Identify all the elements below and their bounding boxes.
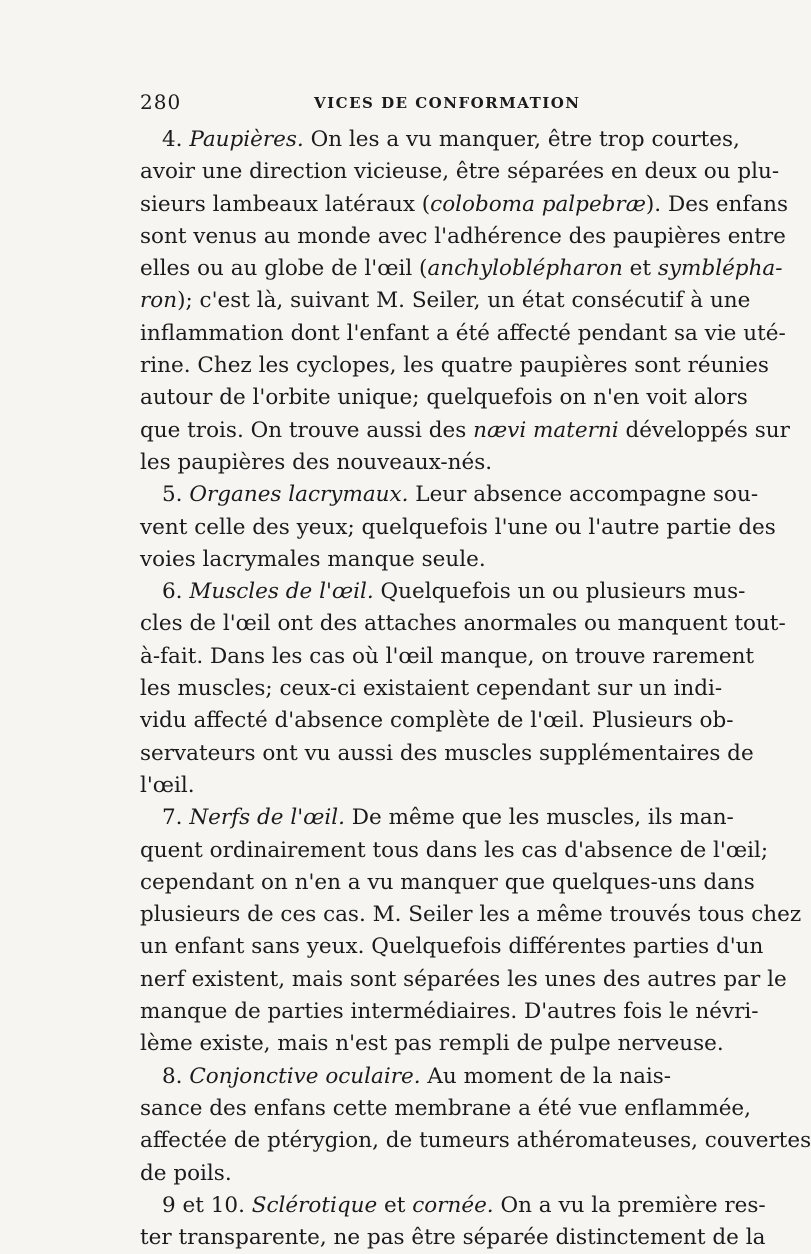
text-segment: un enfant sans yeux. Quelquefois différentes parties d'un	[140, 934, 764, 960]
paragraph	[140, 576, 786, 802]
page-header	[140, 88, 660, 118]
italic-text: cornée.	[412, 1192, 494, 1218]
text-segment: de poils.	[140, 1160, 232, 1186]
text-segment: elles ou au globe de l'œil (	[140, 256, 428, 282]
italic-text: symblépha-	[657, 256, 783, 282]
text-line	[140, 996, 759, 1028]
text-line	[140, 1028, 724, 1060]
text-line	[140, 221, 786, 253]
text-line	[140, 705, 734, 737]
text-segment: plusieurs de ces cas. M. Seiler les a même trouvés tous chez	[140, 902, 802, 928]
text-segment: lème existe, mais n'est pas rempli de pulpe nerveuse.	[140, 1031, 724, 1057]
text-segment: ter transparente, ne pas être séparée distinctement de la	[140, 1225, 766, 1251]
text-segment: 6.	[162, 579, 190, 605]
text-segment: avoir une direction vicieuse, être séparées en deux ou plu-	[140, 159, 780, 185]
paragraph	[140, 1190, 766, 1254]
text-line	[140, 738, 754, 770]
text-segment: développés sur	[618, 417, 790, 443]
text-segment: On a vu la première res-	[493, 1192, 766, 1218]
text-line	[140, 673, 723, 705]
italic-text: nævi materni	[473, 417, 619, 443]
text-segment: affectée de ptérygion, de tumeurs athéromateuses, couvertes	[140, 1128, 811, 1154]
page-number: 280	[140, 90, 182, 114]
text-segment: quent ordinairement tous dans les cas d'absence de l'œil;	[140, 837, 769, 863]
text-segment: à-fait. Dans les cas où l'œil manque, on trouve rarement	[140, 643, 755, 669]
italic-text: Nerfs de l'œil.	[189, 805, 345, 831]
text-line	[140, 931, 764, 963]
text-line	[140, 544, 668, 576]
text-segment: ); c'est là, suivant M. Seiler, un état consécutif à une	[177, 288, 751, 314]
text-line	[140, 479, 759, 511]
text-segment: 5.	[162, 482, 190, 508]
text-line	[140, 899, 802, 931]
text-segment: les muscles; ceux-ci existaient cependant sur un indi-	[140, 676, 723, 702]
text-line	[140, 350, 769, 382]
text-segment: vent celle des yeux; quelquefois l'une ou l'autre partie des	[140, 514, 776, 540]
text-line	[140, 382, 748, 414]
text-line	[140, 156, 780, 188]
text-segment: Quelquefois un ou plusieurs mus-	[373, 579, 746, 605]
text-line	[140, 415, 790, 447]
text-line	[140, 447, 668, 479]
text-line	[140, 608, 786, 640]
text-line	[140, 1093, 751, 1125]
text-segment: 4.	[162, 127, 190, 152]
text-line	[140, 1125, 811, 1157]
text-line	[140, 189, 789, 221]
text-segment: sont venus au monde avec l'adhérence des paupières entre	[140, 223, 786, 249]
paragraph	[140, 124, 790, 479]
paragraph	[140, 479, 776, 576]
text-line	[140, 318, 786, 350]
text-segment: Leur absence accompagne sou-	[408, 482, 759, 508]
text-line	[140, 802, 734, 834]
italic-text: Muscles de l'œil.	[189, 579, 374, 605]
text-segment: inflammation dont l'enfant a été affecté pendant sa vie uté-	[140, 320, 786, 346]
italic-text: ron	[140, 288, 178, 314]
text-line	[140, 512, 776, 544]
italic-text: anchyloblépharon	[427, 256, 623, 282]
text-segment: et	[377, 1192, 413, 1218]
text-segment: autour de l'orbite unique; quelquefois on n'en voit alors	[140, 385, 748, 411]
text-segment: et	[622, 256, 658, 282]
text-segment: que trois. On trouve aussi des	[140, 417, 474, 443]
italic-text: Paupières.	[189, 127, 304, 152]
text-segment: servateurs ont vu aussi des muscles supplémentaires de	[140, 740, 754, 766]
text-line	[140, 641, 755, 673]
text-segment: vidu affecté d'absence complète de l'œil. Plusieurs ob-	[140, 708, 734, 734]
text-line	[140, 964, 787, 996]
italic-text: Conjonctive oculaire.	[189, 1063, 421, 1089]
text-segment: voies lacrymales manque seule.	[140, 546, 486, 572]
italic-text: Sclérotique	[251, 1192, 378, 1218]
text-segment: les paupières des nouveaux-nés.	[140, 449, 493, 475]
text-segment: De même que les muscles, ils man-	[344, 805, 734, 831]
paragraph	[140, 802, 802, 1060]
text-segment: On les a vu manquer, être trop courtes,	[303, 127, 740, 152]
text-line	[140, 1222, 766, 1254]
text-line	[140, 124, 740, 156]
text-line	[140, 253, 783, 285]
text-segment: ). Des enfans	[645, 191, 789, 217]
italic-text: coloboma palpebræ	[430, 191, 646, 217]
text-segment: nerf existent, mais sont séparées les unes des autres par le	[140, 966, 787, 992]
text-line	[140, 867, 755, 899]
paragraph	[140, 1061, 811, 1190]
text-segment: sieurs lambeaux latéraux (	[140, 191, 431, 217]
text-segment: manque de parties intermédiaires. D'autres fois le névri-	[140, 999, 759, 1025]
running-head: VICES DE CONFORMATION	[314, 94, 581, 112]
text-segment: sance des enfans cette membrane a été vue enflammée,	[140, 1095, 751, 1121]
text-line	[140, 285, 751, 317]
text-segment: cependant on n'en a vu manquer que quelques-uns dans	[140, 869, 755, 895]
body-text	[140, 124, 811, 1254]
text-segment: 8.	[162, 1063, 190, 1089]
text-line	[140, 770, 668, 802]
text-segment: cles de l'œil ont des attaches anormales ou manquent tout-	[140, 611, 786, 637]
text-segment: 9 et 10.	[162, 1192, 252, 1218]
text-line	[140, 1061, 672, 1093]
text-segment: rine. Chez les cyclopes, les quatre paupières sont réunies	[140, 353, 769, 379]
italic-text: Organes lacrymaux.	[189, 482, 409, 508]
text-line	[140, 1158, 668, 1190]
text-segment: 7.	[162, 805, 190, 831]
text-line	[140, 835, 769, 867]
text-line	[140, 1190, 766, 1222]
text-segment: Au moment de la nais-	[420, 1063, 672, 1089]
text-line	[140, 576, 746, 608]
text-segment: l'œil.	[140, 772, 195, 798]
